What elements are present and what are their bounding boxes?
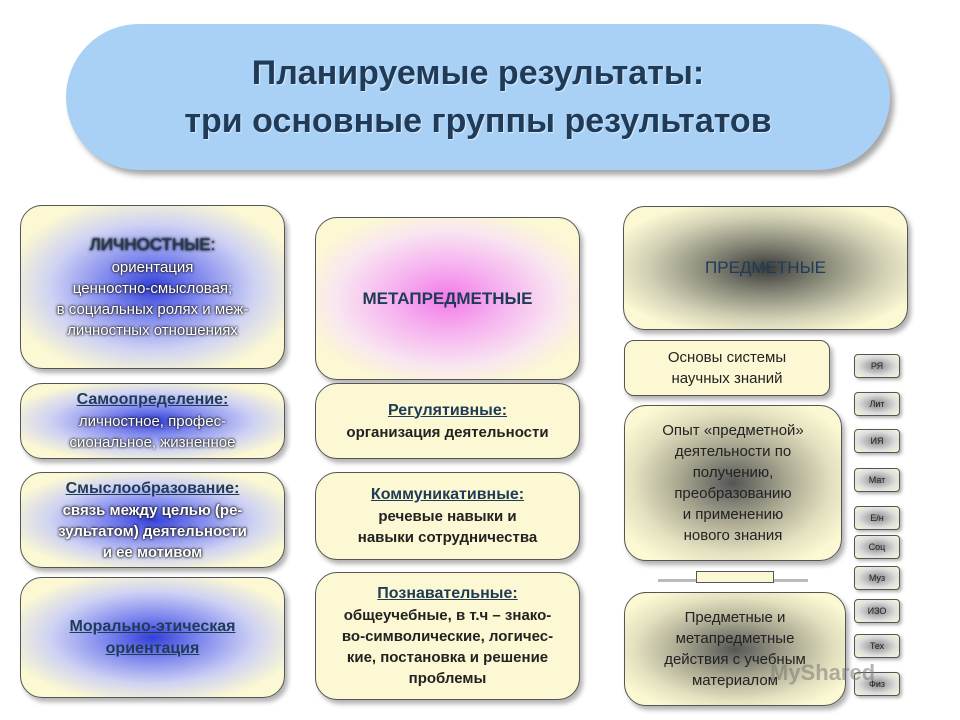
- personal-box: [20, 205, 285, 369]
- actions-line: действия с учебным: [664, 651, 806, 668]
- subject-tag: Физ: [854, 672, 900, 696]
- subject-tag: Е/н: [854, 506, 900, 530]
- experience-line: деятельности по: [674, 443, 792, 460]
- subject-tag: ИЯ: [854, 429, 900, 453]
- regulative-box: [315, 383, 580, 459]
- meaning-formation-box: [20, 472, 285, 568]
- meaning-formation-line: и ее мотивом: [102, 543, 203, 561]
- foundations-box: [624, 340, 830, 396]
- personal-line: личностных отношениях: [67, 322, 238, 339]
- communicative-box: [315, 472, 580, 560]
- experience-line: и применению: [682, 506, 784, 523]
- subject-heading: ПРЕДМЕТНЫЕ: [705, 258, 826, 277]
- title-line-2: три основные группы результатов: [184, 102, 772, 140]
- experience-line: получению,: [692, 464, 774, 481]
- watermark: MyShared: [770, 660, 876, 685]
- subject-box: [623, 206, 908, 330]
- meaning-formation-heading: Смыслообразование:: [65, 479, 240, 497]
- subject-tag: РЯ: [854, 354, 900, 378]
- meta-heading: МЕТАПРЕДМЕТНЫЕ: [362, 288, 533, 308]
- title-line-1: Планируемые результаты:: [251, 54, 705, 92]
- communicative-line: речевые навыки и: [378, 508, 517, 525]
- personal-line: ценностно-смысловая;: [72, 280, 233, 297]
- actions-line: метапредметные: [675, 630, 795, 647]
- experience-line: Опыт «предметной»: [662, 422, 804, 439]
- experience-line: нового знания: [683, 527, 783, 544]
- self-determination-line: сиональное, жизненное: [69, 434, 236, 451]
- subject-tag: Муз: [854, 566, 900, 590]
- actions-line: материалом: [691, 672, 778, 689]
- cognitive-box: [315, 572, 580, 700]
- self-determination-box: [20, 383, 285, 459]
- experience-box: [624, 405, 842, 561]
- subject-tag: Тех: [854, 634, 900, 658]
- meaning-formation-line: связь между целью (ре-: [62, 501, 243, 519]
- cognitive-line: кие, постановка и решение: [346, 649, 549, 666]
- moral-box: [20, 577, 285, 698]
- cognitive-line: общеучебные, в т.ч – знако-: [343, 607, 552, 624]
- meta-box: [315, 217, 580, 380]
- title-banner: [66, 24, 890, 170]
- subject-tag: Мат: [854, 468, 900, 492]
- actions-line: Предметные и: [684, 609, 786, 626]
- communicative-line: навыки сотрудничества: [357, 529, 538, 546]
- subject-tag: Соц: [854, 535, 900, 559]
- regulative-heading: Регулятивные:: [387, 401, 508, 419]
- subject-tag: Лит: [854, 392, 900, 416]
- meaning-formation-line: зультатом) деятельности: [58, 522, 247, 540]
- personal-line: в социальных ролях и меж-: [56, 301, 249, 318]
- subject-tag: ИЗО: [854, 599, 900, 623]
- moral-line: ориентация: [105, 639, 200, 657]
- cognitive-line: проблемы: [408, 670, 487, 687]
- moral-line: Морально-этическая: [69, 617, 236, 635]
- personal-line: ориентация: [111, 259, 194, 276]
- foundations-line: научных знаний: [671, 370, 783, 387]
- self-determination-line: личностное, профес-: [78, 413, 227, 430]
- actions-box: [624, 592, 846, 706]
- foundations-line: Основы системы: [667, 349, 787, 366]
- connector-block: [696, 571, 774, 583]
- cognitive-line: во-символические, логичес-: [341, 628, 554, 645]
- cognitive-heading: Познавательные:: [377, 585, 518, 602]
- regulative-line: организация деятельности: [346, 423, 549, 441]
- experience-line: преобразованию: [674, 485, 792, 502]
- personal-heading: ЛИЧНОСТНЫЕ:: [89, 235, 216, 254]
- self-determination-heading: Самоопределение:: [76, 391, 229, 408]
- communicative-heading: Коммуникативные:: [370, 486, 525, 503]
